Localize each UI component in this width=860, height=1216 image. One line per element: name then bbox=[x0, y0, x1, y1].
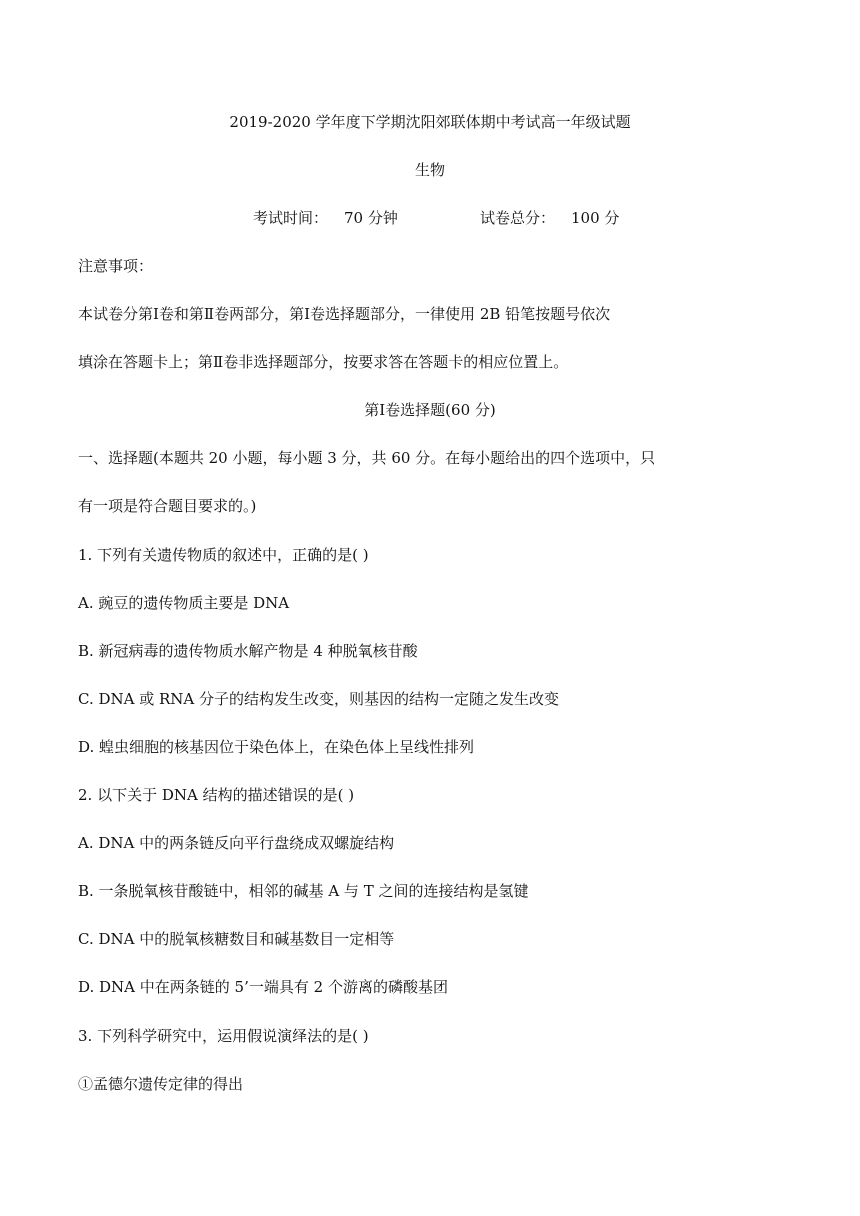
exam-time-label: 考试时间： bbox=[253, 209, 329, 227]
question-stem: 3. 下列科学研究中，运用假说演绎法的是( ) bbox=[78, 1027, 369, 1045]
section-instructions: 有一项是符合题目要求的。) bbox=[78, 497, 257, 515]
notice-line: 本试卷分第Ⅰ卷和第Ⅱ卷两部分，第Ⅰ卷选择题部分，一律使用 2B 铅笔按题号依次 bbox=[78, 305, 611, 323]
question-option: A. 豌豆的遗传物质主要是 DNA bbox=[78, 594, 290, 612]
question-option: D. DNA 中在两条链的 5’一端具有 2 个游离的磷酸基团 bbox=[78, 978, 448, 996]
section-instructions: 一、选择题(本题共 20 小题，每小题 3 分，共 60 分。在每小题给出的四个选项中，只 bbox=[78, 449, 656, 467]
question-option: ①孟德尔遗传定律的得出 bbox=[78, 1075, 244, 1093]
question-stem: 1. 下列有关遗传物质的叙述中，正确的是( ) bbox=[78, 546, 369, 564]
exam-time-value: 70 分钟 bbox=[344, 209, 398, 227]
question-option: C. DNA 中的脱氧核糖数目和碱基数目一定相等 bbox=[78, 930, 395, 948]
total-score-value: 100 分 bbox=[571, 209, 620, 227]
question-option: C. DNA 或 RNA 分子的结构发生改变，则基因的结构一定随之发生改变 bbox=[78, 690, 560, 708]
notice-heading: 注意事项： bbox=[78, 257, 154, 275]
exam-time bbox=[253, 208, 398, 228]
question-option: B. 新冠病毒的遗传物质水解产物是 4 种脱氧核苷酸 bbox=[78, 642, 418, 660]
question-option: D. 蝗虫细胞的核基因位于染色体上，在染色体上呈线性排列 bbox=[78, 738, 475, 756]
section-title: 第Ⅰ卷选择题(60 分) bbox=[364, 401, 496, 419]
notice-line: 填涂在答题卡上；第Ⅱ卷非选择题部分，按要求答在答题卡的相应位置上。 bbox=[78, 353, 569, 371]
exam-title: 2019-2020 学年度下学期沈阳郊联体期中考试高一年级试题 bbox=[229, 113, 631, 131]
question-stem: 2. 以下关于 DNA 结构的描述错误的是( ) bbox=[78, 786, 355, 804]
question-option: A. DNA 中的两条链反向平行盘绕成双螺旋结构 bbox=[78, 834, 395, 852]
total-score-label: 试卷总分： bbox=[480, 209, 556, 227]
total-score bbox=[480, 208, 619, 228]
subject-title: 生物 bbox=[414, 161, 445, 179]
question-option: B. 一条脱氧核苷酸链中，相邻的碱基 A 与 T 之间的连接结构是氢键 bbox=[78, 882, 529, 900]
